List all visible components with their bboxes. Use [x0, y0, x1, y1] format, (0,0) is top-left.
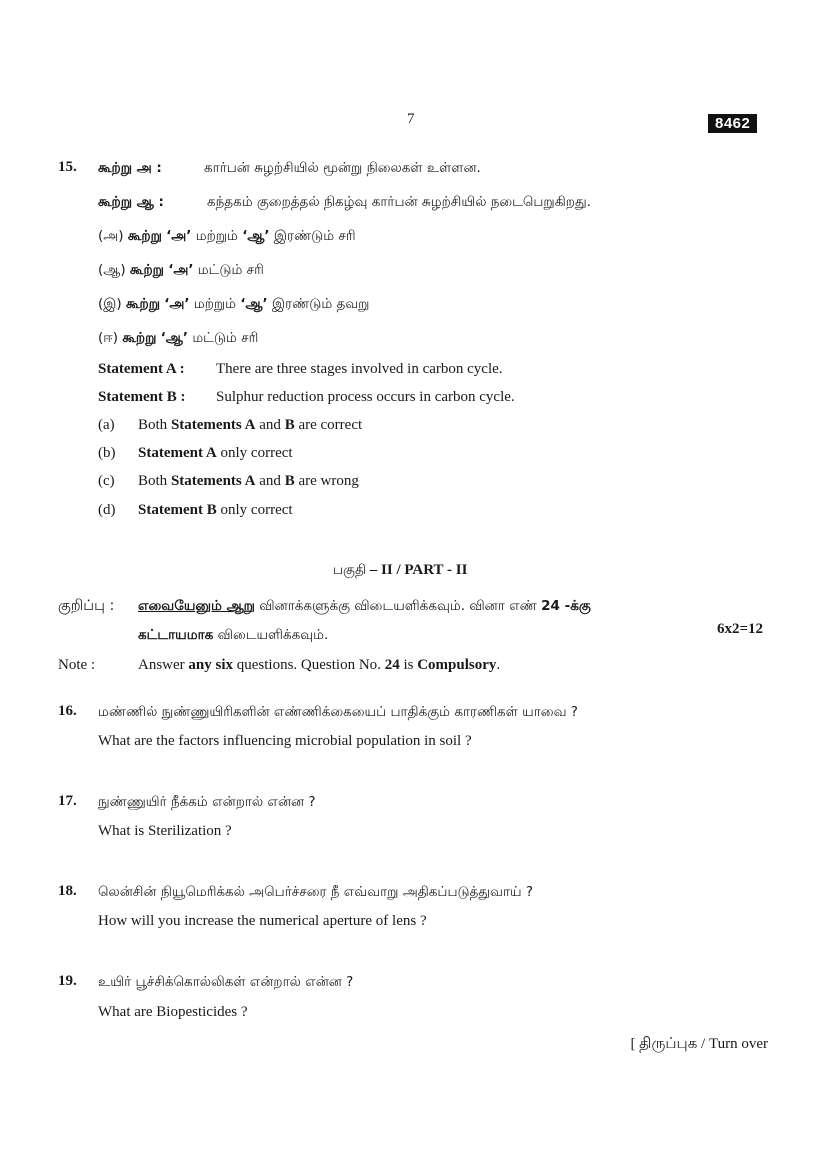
question-16-en: What are the factors influencing microbial population in soil ?	[98, 733, 472, 749]
note-ta-line2-bold: கட்டாயமாக	[138, 627, 214, 643]
question-number-15: 15.	[58, 159, 77, 175]
note-en-bold: any six	[188, 657, 234, 673]
turn-over: [ திருப்புக / Turn over	[630, 1036, 768, 1052]
note-en-text: is	[399, 657, 418, 673]
note-label-en: Note :	[58, 657, 96, 673]
question-18-ta: லென்சின் நியூமெரிக்கல் அபெர்ச்சரை நீ எவ்வாறு அதிகப்படுத்துவாய் ?	[98, 884, 534, 900]
statement-a-text-ta: கார்பன் சுழற்சியில் மூன்று நிலைகள் உள்ளன.	[204, 160, 481, 176]
note-ta-bold: எவையேனும் ஆறு	[138, 598, 255, 614]
option-label: (இ)	[98, 296, 122, 312]
note-en	[138, 657, 500, 674]
question-number-16: 16.	[58, 703, 77, 719]
option-bold: Statement B	[138, 502, 217, 518]
note-en-bold: Compulsory	[417, 657, 497, 673]
question-18-en: How will you increase the numerical aperture of lens ?	[98, 913, 427, 929]
note-ta-num: 24	[541, 598, 560, 614]
option-quote: ‘அ’	[168, 262, 194, 278]
statement-a-label-ta: கூற்று அ :	[98, 160, 162, 176]
paper-code: 8462	[708, 114, 757, 133]
part-heading-ta: பகுதி	[333, 562, 367, 578]
option-en-d-label: (d)	[98, 502, 116, 518]
note-ta-rest: வினாக்களுக்கு விடையளிக்கவும். வினா எண்	[254, 598, 542, 614]
option-text: and	[255, 473, 285, 489]
note-label-ta: குறிப்பு :	[58, 598, 115, 614]
option-quote: ‘ஆ’	[242, 228, 270, 244]
question-16-ta: மண்ணில் நுண்ணுயிரிகளின் எண்ணிக்கையைப் பாதிக்கும் காரணிகள் யாவை ?	[98, 704, 578, 720]
option-label: (ஈ)	[98, 330, 119, 346]
option-en-a-label: (a)	[98, 417, 115, 433]
note-ta-end: -க்கு	[559, 598, 591, 614]
option-en-d	[138, 502, 293, 519]
option-text: are wrong	[294, 473, 359, 489]
question-number-18: 18.	[58, 883, 77, 899]
statement-a-label-en: Statement A :	[98, 361, 185, 377]
option-word: மட்டும் சரி	[192, 330, 259, 346]
option-ta-3	[98, 296, 369, 314]
option-label: (அ)	[98, 228, 124, 244]
option-word: மற்றும்	[195, 228, 238, 244]
question-17-ta: நுண்ணுயிர் நீக்கம் என்றால் என்ன ?	[98, 794, 316, 810]
option-label: (ஆ)	[98, 262, 126, 278]
option-en-a	[138, 417, 362, 434]
option-ta-1	[98, 228, 356, 246]
note-en-text: questions. Question No.	[233, 657, 385, 673]
option-bold: Statements A	[170, 417, 256, 433]
statement-b-label-ta: கூற்று ஆ :	[98, 194, 164, 210]
question-number-17: 17.	[58, 793, 77, 809]
option-text: Both	[138, 473, 171, 489]
note-en-text: Answer	[138, 657, 189, 673]
note-en-bold: 24	[384, 657, 400, 673]
statement-b-text-ta: கந்தகம் குறைத்தல் நிகழ்வு கார்பன் சுழற்சியில் நடைபெறுகிறது.	[207, 194, 591, 210]
question-17-en: What is Sterilization ?	[98, 823, 232, 839]
option-bold: B	[284, 473, 295, 489]
option-bold: B	[284, 417, 295, 433]
option-word: கூற்று	[127, 228, 162, 244]
note-ta-line2	[138, 627, 328, 645]
marks: 6x2=12	[717, 621, 764, 637]
question-19-en: What are Biopesticides ?	[98, 1004, 248, 1020]
option-en-c	[138, 473, 359, 490]
option-word: கூற்று	[125, 296, 160, 312]
option-bold: Statements A	[170, 473, 256, 489]
option-en-c-label: (c)	[98, 473, 115, 489]
option-word: இரண்டும் சரி	[273, 228, 356, 244]
statement-b-label-en: Statement B :	[98, 389, 186, 405]
part-heading	[333, 562, 467, 580]
option-bold: Statement A	[138, 445, 217, 461]
option-text: Both	[138, 417, 171, 433]
option-text: only correct	[216, 502, 293, 518]
option-en-b	[138, 445, 293, 462]
page-number: 7	[407, 111, 415, 127]
note-ta-line2-rest: விடையளிக்கவும்.	[213, 627, 329, 643]
option-text: are correct	[294, 417, 363, 433]
option-word: இரண்டும் தவறு	[271, 296, 370, 312]
note-ta-line1	[138, 598, 591, 616]
option-quote: ‘ஆ’	[240, 296, 268, 312]
option-en-b-label: (b)	[98, 445, 116, 461]
statement-a-text-en: There are three stages involved in carbon cycle.	[216, 361, 503, 377]
option-word: கூற்று	[122, 330, 157, 346]
option-word: மற்றும்	[193, 296, 237, 312]
option-text: and	[255, 417, 285, 433]
option-word: மட்டும் சரி	[197, 262, 264, 278]
part-heading-en: – II / PART - II	[366, 562, 468, 578]
question-number-19: 19.	[58, 973, 77, 989]
option-quote: ‘அ’	[166, 228, 192, 244]
note-en-text: .	[496, 657, 501, 673]
option-word: கூற்று	[129, 262, 164, 278]
statement-b-text-en: Sulphur reduction process occurs in carbon cycle.	[216, 389, 515, 405]
option-ta-4	[98, 330, 258, 348]
option-quote: ‘ஆ’	[160, 330, 189, 346]
option-ta-2	[98, 262, 264, 280]
question-19-ta: உயிர் பூச்சிக்கொல்லிகள் என்றால் என்ன ?	[98, 974, 354, 990]
option-quote: ‘அ’	[164, 296, 190, 312]
option-text: only correct	[216, 445, 293, 461]
